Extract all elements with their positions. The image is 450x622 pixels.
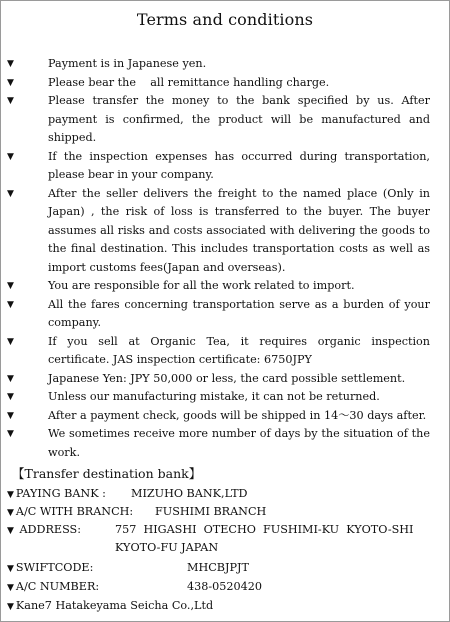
triangle-down-icon: ▼ [7, 602, 14, 612]
triangle-down-icon: ▼ [7, 410, 14, 421]
address-line-1: 757 HIGASHI OTECHO FUSHIMI-KU KYOTO-SHI [115, 523, 414, 536]
term-text: If you sell at Organic Tea, it requires organic inspection certificate. JAS inspection certificate: 6750JPY [48, 334, 430, 366]
triangle-down-icon: ▼ [7, 392, 14, 402]
term-text: Please transfer the money to the bank specified by us. After payment is confirmed, the product will be manufactured and shipped. [48, 94, 430, 144]
term-text: After a payment check, goods will be shipped in 14〜30 days after. [48, 408, 427, 422]
term-item [0, 277, 450, 296]
paying-bank-row [7, 485, 437, 503]
triangle-down-icon: ▼ [7, 564, 14, 574]
address-row-2 [7, 539, 437, 557]
triangle-down-icon: ▼ [7, 526, 14, 536]
account-label-wrap [7, 578, 99, 597]
term-text: If the inspection expenses has occurred during transportation, please bear in your company. [48, 149, 430, 181]
swift-label-wrap [7, 559, 93, 578]
triangle-down-icon: ▼ [7, 299, 14, 310]
term-item [0, 185, 450, 278]
triangle-down-icon: ▼ [7, 59, 14, 69]
term-item [0, 296, 450, 333]
term-text: After the seller delivers the freight to the named place (Only in Japan) , the risk of loss is transferred to the buyer. The buyer assumes all risks and costs associated with delivering the goods to the final destination. This includes transportation costs as well as import customs fees(Japan and overseas). [48, 186, 430, 274]
account-holder: Kane7 Hatakeyama Seicha Co.,Ltd [15, 599, 214, 612]
bank-heading: 【Transfer destination bank】 [12, 466, 202, 481]
terms-list [0, 55, 450, 462]
account-row [7, 578, 437, 596]
branch-row [7, 503, 437, 521]
swift-value: MHCBJPJT [187, 561, 249, 574]
holder-row [7, 597, 437, 615]
triangle-down-icon: ▼ [7, 151, 14, 162]
account-label: A/C NUMBER: [15, 580, 100, 593]
triangle-down-icon: ▼ [7, 188, 14, 199]
page-title: Terms and conditions [136, 10, 314, 29]
triangle-down-icon: ▼ [7, 490, 14, 500]
branch-value: FUSHIMI BRANCH [155, 505, 267, 518]
triangle-down-icon: ▼ [7, 508, 14, 518]
address-label: ADDRESS: [15, 523, 81, 536]
paying-bank-label: PAYING BANK : [15, 487, 106, 500]
term-text: Please bear the all remittance handling charge. [48, 75, 330, 89]
term-item [0, 74, 450, 93]
term-text: Unless our manufacturing mistake, it can not be returned. [48, 390, 380, 403]
address-line-2: KYOTO-FU JAPAN [115, 541, 219, 554]
address-label-wrap [7, 521, 81, 540]
term-item [0, 425, 450, 462]
branch-label: A/C WITH BRANCH: [15, 505, 134, 518]
triangle-down-icon: ▼ [7, 281, 14, 291]
term-item [0, 407, 450, 426]
triangle-down-icon: ▼ [7, 96, 14, 106]
swift-label: SWIFTCODE: [15, 561, 94, 574]
triangle-down-icon: ▼ [7, 583, 14, 593]
paying-bank-label-wrap [7, 485, 106, 504]
term-item [0, 148, 450, 185]
triangle-down-icon: ▼ [7, 429, 14, 439]
term-item [0, 92, 450, 148]
term-text: We sometimes receive more number of days by the situation of the work. [48, 427, 430, 459]
triangle-down-icon: ▼ [7, 373, 14, 384]
term-item [0, 388, 450, 407]
holder-wrap [7, 597, 213, 616]
swift-row [7, 559, 437, 577]
term-text: Japanese Yen: JPY 50,000 or less, the card possible settlement. [48, 371, 406, 385]
account-value: 438-0520420 [187, 580, 262, 593]
term-text: Payment is in Japanese yen. [48, 57, 207, 70]
address-row [7, 521, 437, 539]
triangle-down-icon: ▼ [7, 77, 14, 88]
branch-label-wrap [7, 503, 133, 522]
term-text: You are responsible for all the work related to import. [48, 279, 355, 292]
term-item [0, 55, 450, 74]
term-item [0, 333, 450, 370]
triangle-down-icon: ▼ [7, 336, 14, 347]
paying-bank-value: MIZUHO BANK,LTD [131, 487, 248, 500]
term-text: All the fares concerning transportation serve as a burden of your company. [48, 297, 430, 329]
term-item [0, 370, 450, 389]
